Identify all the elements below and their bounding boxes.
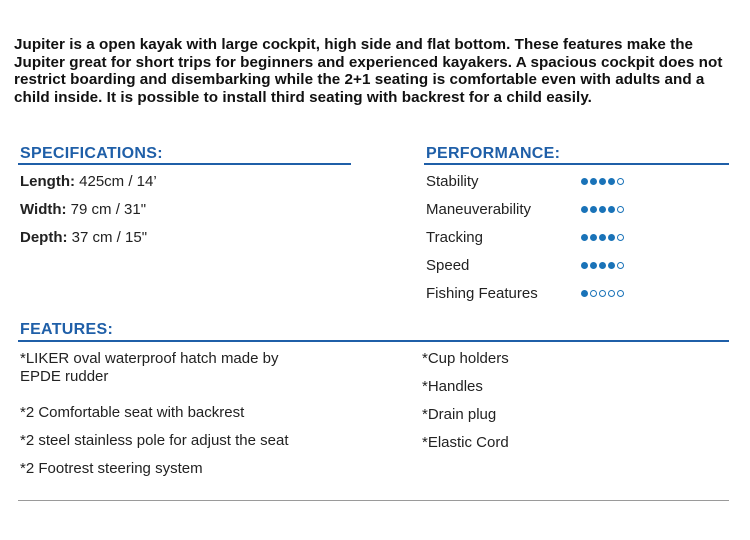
- feature-item: *Elastic Cord: [422, 434, 509, 451]
- spec-width: [20, 201, 146, 218]
- spec-depth: [20, 229, 147, 246]
- features-divider: [18, 340, 729, 342]
- rating-dot-filled: [590, 206, 597, 213]
- rating-dot-filled: [599, 178, 606, 185]
- rating-dot-filled: [581, 234, 588, 241]
- feature-item: *2 Comfortable seat with backrest: [20, 404, 245, 421]
- rating-dot-empty: [617, 262, 624, 269]
- feature-item: *Cup holders: [422, 350, 509, 367]
- spec-label: Width:: [20, 201, 67, 218]
- specifications-divider: [18, 163, 351, 165]
- speed-rating-dots: [581, 262, 624, 269]
- feature-item: *2 steel stainless pole for adjust the seat: [20, 432, 289, 449]
- rating-dot-empty: [617, 290, 624, 297]
- tracking-rating-dots: [581, 234, 624, 241]
- rating-dot-filled: [608, 234, 615, 241]
- rating-dot-filled: [599, 262, 606, 269]
- specifications-heading: SPECIFICATIONS:: [20, 145, 163, 162]
- spec-length: [20, 173, 157, 190]
- feature-item: *Drain plug: [422, 406, 497, 423]
- performance-label-maneuverability: Maneuverability: [426, 201, 532, 218]
- rating-dot-empty: [617, 206, 624, 213]
- spec-label: Depth:: [20, 229, 68, 246]
- rating-dot-filled: [608, 206, 615, 213]
- feature-item: *Handles: [422, 378, 483, 395]
- rating-dot-empty: [617, 234, 624, 241]
- fishing-features-rating-dots: [581, 290, 624, 297]
- spec-value: 425cm / 14’: [74, 173, 157, 190]
- spec-label: Length:: [20, 173, 75, 190]
- performance-heading: PERFORMANCE:: [426, 145, 561, 162]
- spec-value: 37 cm / 15": [67, 229, 148, 246]
- product-description: Jupiter is a open kayak with large cockpit, high side and flat bottom. These features make the Jupiter great for short trips for beginners and experienced kayakers. A spacious cockpit does not restrict boarding and disembarking while the 2+1 seating is comfortable even with adults and a child inside. It is possible to install third seating with backrest for a child easily.: [14, 36, 723, 106]
- rating-dot-filled: [581, 262, 588, 269]
- spec-value: 79 cm / 31": [66, 201, 147, 218]
- rating-dot-empty: [590, 290, 597, 297]
- feature-item: *LIKER oval waterproof hatch made by EPDE rudder: [20, 350, 279, 385]
- rating-dot-filled: [590, 262, 597, 269]
- rating-dot-filled: [581, 290, 588, 297]
- rating-dot-empty: [599, 290, 606, 297]
- rating-dot-empty: [608, 290, 615, 297]
- stability-rating-dots: [581, 178, 624, 185]
- maneuverability-rating-dots: [581, 206, 624, 213]
- performance-label-speed: Speed: [426, 257, 470, 274]
- bottom-divider: [18, 500, 729, 501]
- rating-dot-empty: [617, 178, 624, 185]
- rating-dot-filled: [608, 178, 615, 185]
- rating-dot-filled: [599, 234, 606, 241]
- performance-label-fishing-features: Fishing Features: [426, 285, 538, 302]
- feature-item: *2 Footrest steering system: [20, 460, 203, 477]
- rating-dot-filled: [581, 206, 588, 213]
- rating-dot-filled: [608, 262, 615, 269]
- performance-divider: [424, 163, 729, 165]
- rating-dot-filled: [590, 234, 597, 241]
- rating-dot-filled: [581, 178, 588, 185]
- features-heading: FEATURES:: [20, 321, 114, 338]
- performance-label-tracking: Tracking: [426, 229, 483, 246]
- performance-label-stability: Stability: [426, 173, 479, 190]
- rating-dot-filled: [599, 206, 606, 213]
- rating-dot-filled: [590, 178, 597, 185]
